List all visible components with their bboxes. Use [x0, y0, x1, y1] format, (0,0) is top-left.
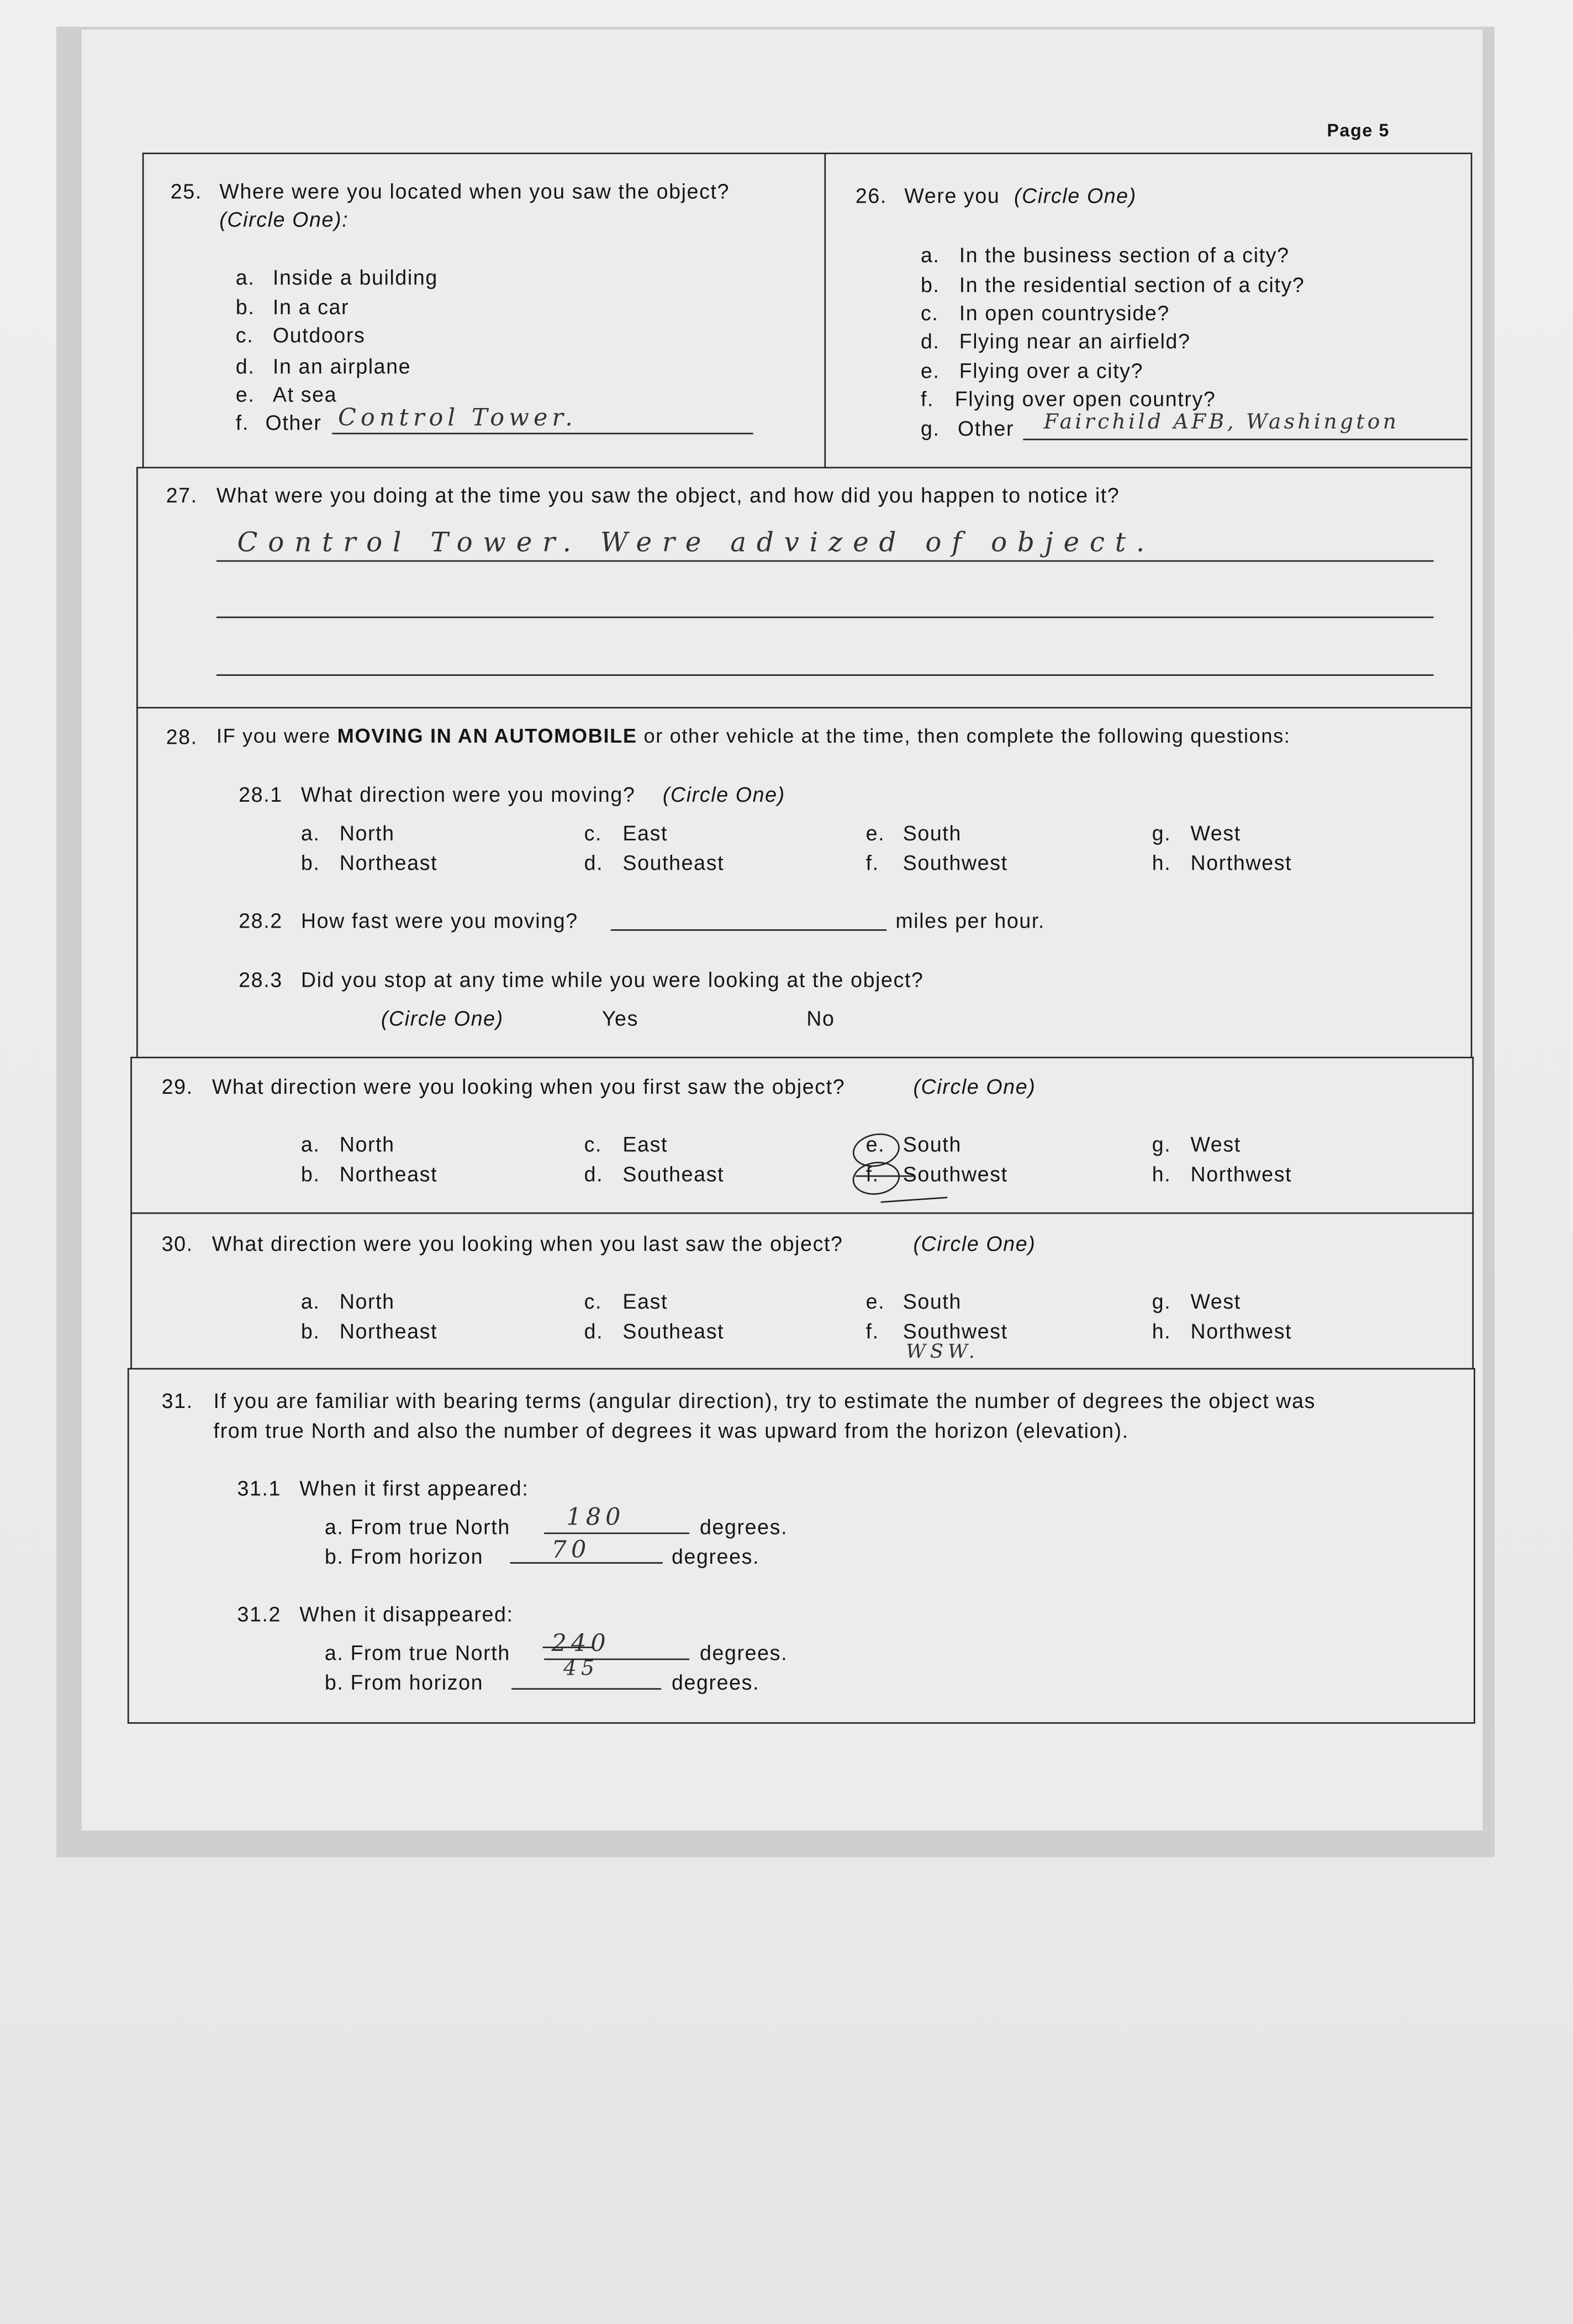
option-letter[interactable]: g. [920, 416, 940, 441]
q28-text-post: or other vehicle at the time, then complete the following questions: [643, 724, 1291, 747]
q28-text-pre: IF you were [216, 724, 331, 747]
divider [130, 1213, 1474, 1214]
q30-question: What direction were you looking when you last saw the object? [212, 1231, 843, 1256]
direction-option-northwest[interactable]: Northwest [1190, 850, 1292, 874]
q28-1-question: What direction were you moving? [300, 782, 636, 807]
option-letter[interactable]: e. [865, 1289, 885, 1314]
q26-other-answer[interactable]: Fairchild AFB, Washington [1043, 410, 1400, 435]
input-line [544, 1533, 689, 1534]
direction-option-east[interactable]: East [622, 1289, 668, 1314]
q29-question: What direction were you looking when you first saw the object? [212, 1074, 846, 1099]
direction-option-west[interactable]: West [1190, 821, 1241, 845]
option-label[interactable]: Flying over a city? [959, 358, 1144, 383]
q31-1a-answer[interactable]: 180 [566, 1502, 625, 1531]
direction-option-southeast[interactable]: Southeast [622, 1161, 725, 1185]
option-letter[interactable]: b. [300, 1318, 320, 1342]
q31-2-number: 31.2 [237, 1602, 282, 1626]
direction-option-northeast[interactable]: Northeast [339, 850, 438, 874]
answer-line [217, 674, 1434, 676]
q28-3-yes-option[interactable]: Yes [601, 1006, 638, 1030]
option-letter[interactable]: a. [300, 821, 320, 845]
divider [1474, 1368, 1475, 1723]
other-field-line [332, 433, 753, 435]
divider [824, 152, 826, 467]
option-letter[interactable]: g. [1152, 1132, 1171, 1156]
divider [136, 467, 1472, 469]
q31-1b-answer[interactable]: 70 [551, 1535, 591, 1564]
option-letter[interactable]: d. [235, 354, 255, 378]
option-label[interactable]: Flying over open country? [954, 387, 1216, 411]
unit-label: degrees. [699, 1515, 788, 1539]
option-letter[interactable]: f. [235, 410, 249, 435]
direction-option-north[interactable]: North [339, 821, 395, 845]
option-letter[interactable]: b. [920, 272, 940, 297]
option-label[interactable]: Other [265, 410, 322, 435]
direction-option-southwest[interactable]: Southwest [902, 1161, 1008, 1185]
divider [1471, 152, 1472, 467]
option-letter[interactable]: a. [920, 243, 940, 267]
q30-instruction: (Circle One) [913, 1231, 1036, 1256]
option-letter[interactable]: g. [1152, 821, 1171, 845]
direction-option-west[interactable]: West [1190, 1289, 1241, 1314]
option-letter[interactable]: h. [1152, 850, 1171, 874]
strikethrough-mark [542, 1647, 593, 1648]
page-number: Page 5 [1327, 120, 1390, 141]
q25-number: 25. [170, 179, 202, 203]
option-letter[interactable]: f. [865, 850, 879, 874]
direction-option-south[interactable]: South [902, 821, 962, 845]
q31-2b-answer[interactable]: 45 [563, 1657, 599, 1681]
q31-number: 31. [161, 1389, 193, 1413]
q28-text-bold: MOVING IN AN AUTOMOBILE [337, 724, 637, 747]
direction-option-northwest[interactable]: Northwest [1190, 1318, 1292, 1342]
q31-2a-answer[interactable]: 240 [551, 1629, 610, 1658]
option-letter[interactable]: f. [865, 1161, 879, 1185]
option-label[interactable]: At sea [272, 382, 337, 406]
q30-number: 30. [161, 1231, 193, 1256]
option-letter[interactable]: b. [235, 295, 255, 319]
input-line [511, 1688, 661, 1690]
option-letter[interactable]: h. [1152, 1318, 1171, 1342]
q28-2-number: 28.2 [239, 908, 283, 933]
q28-number: 28. [166, 724, 198, 749]
q28-3-question: Did you stop at any time while you were looking at the object? [300, 967, 924, 992]
option-label[interactable]: Flying near an airfield? [959, 329, 1191, 353]
option-letter[interactable]: e. [865, 821, 885, 845]
direction-option-north[interactable]: North [339, 1132, 395, 1156]
direction-option-southeast[interactable]: Southeast [622, 850, 725, 874]
option-letter[interactable]: a. [235, 265, 255, 289]
option-letter[interactable]: f. [920, 387, 935, 411]
unit-label: degrees. [671, 1670, 760, 1695]
option-letter[interactable]: e. [235, 382, 255, 406]
option-letter[interactable]: c. [235, 323, 254, 347]
q31-1-question: When it first appeared: [299, 1476, 529, 1500]
option-letter[interactable]: d. [584, 1318, 604, 1342]
option-letter[interactable]: h. [1152, 1161, 1171, 1185]
option-letter[interactable]: b. [300, 1161, 320, 1185]
option-label[interactable]: In the business section of a city? [959, 243, 1290, 267]
q28-1-number: 28.1 [239, 782, 283, 807]
answer-line [217, 560, 1434, 562]
option-letter[interactable]: c. [584, 821, 603, 845]
q27-answer[interactable]: Control Tower. Were advized of object. [237, 527, 1155, 559]
q28-2-question: How fast were you moving? [300, 908, 578, 933]
option-label[interactable]: In an airplane [272, 354, 411, 378]
other-field-line [1023, 439, 1468, 441]
option-letter[interactable]: e. [865, 1132, 885, 1156]
q27-number: 27. [166, 483, 198, 507]
q25-question: Where were you located when you saw the object? [219, 179, 730, 203]
direction-option-northwest[interactable]: Northwest [1190, 1161, 1292, 1185]
unit-label: degrees. [671, 1544, 760, 1568]
option-letter[interactable]: c. [584, 1132, 603, 1156]
option-letter[interactable]: c. [584, 1289, 603, 1314]
option-letter[interactable]: b. [300, 850, 320, 874]
answer-line [217, 617, 1434, 618]
divider [142, 152, 144, 467]
direction-option-west[interactable]: West [1190, 1132, 1241, 1156]
q28-3-number: 28.3 [239, 967, 283, 992]
q26-number: 26. [855, 183, 887, 208]
direction-option-southwest[interactable]: Southwest [902, 850, 1008, 874]
direction-option-north[interactable]: North [339, 1289, 395, 1314]
direction-option-northeast[interactable]: Northeast [339, 1161, 438, 1185]
q28-3-no-option[interactable]: No [806, 1006, 835, 1030]
q31-2-question: When it disappeared: [299, 1602, 514, 1626]
option-letter[interactable]: d. [584, 1161, 604, 1185]
direction-option-south[interactable]: South [902, 1289, 962, 1314]
q28-question [217, 725, 1291, 747]
q25-instruction: (Circle One): [219, 207, 349, 231]
q28-1-instruction: (Circle One) [662, 782, 785, 807]
direction-option-southwest[interactable]: Southwest [902, 1318, 1008, 1342]
option-letter[interactable]: g. [1152, 1289, 1171, 1314]
divider [136, 467, 138, 1057]
divider [128, 1368, 1475, 1370]
q31-question-line2: from true North and also the number of degrees it was upward from the horizon (elevation). [213, 1418, 1129, 1442]
option-label[interactable]: In open countryside? [959, 300, 1170, 325]
speed-input-line[interactable] [611, 929, 886, 931]
q31-question-line1: If you are familiar with bearing terms (angular direction), try to estimate the number of degrees the object was [213, 1389, 1316, 1413]
divider [142, 152, 1471, 154]
direction-option-south[interactable]: South [902, 1132, 962, 1156]
option-letter[interactable]: c. [920, 300, 939, 325]
q26-instruction: (Circle One) [1014, 183, 1137, 208]
option-letter[interactable]: d. [584, 850, 604, 874]
divider [136, 707, 1472, 708]
direction-option-northeast[interactable]: Northeast [339, 1318, 438, 1342]
divider [128, 1722, 1475, 1724]
divider [1471, 467, 1472, 1057]
q31-2a-label: a. From true North [324, 1640, 510, 1665]
option-label[interactable]: Other [958, 416, 1015, 441]
option-label[interactable]: In the residential section of a city? [959, 272, 1305, 297]
option-letter[interactable]: d. [920, 329, 940, 353]
q27-question: What were you doing at the time you saw the object, and how did you happen to notice it? [216, 483, 1120, 507]
strikethrough-mark [856, 1176, 915, 1177]
direction-option-east[interactable]: East [622, 1132, 668, 1156]
q25-other-answer[interactable]: Control Tower. [338, 403, 577, 432]
option-letter[interactable]: e. [920, 358, 940, 383]
direction-option-east[interactable]: East [622, 821, 668, 845]
unit-label: degrees. [699, 1640, 788, 1665]
q31-1b-label: b. From horizon [324, 1544, 484, 1568]
option-label[interactable]: Outdoors [272, 323, 366, 347]
direction-option-southeast[interactable]: Southeast [622, 1318, 725, 1342]
option-letter[interactable]: a. [300, 1132, 320, 1156]
q31-1a-label: a. From true North [324, 1515, 510, 1539]
q28-2-unit: miles per hour. [895, 908, 1045, 933]
q29-number: 29. [161, 1074, 193, 1099]
option-letter[interactable]: a. [300, 1289, 320, 1314]
q31-1-number: 31.1 [237, 1476, 282, 1500]
q29-instruction: (Circle One) [913, 1074, 1036, 1099]
option-label[interactable]: In a car [272, 295, 350, 319]
option-label[interactable]: Inside a building [272, 265, 438, 289]
option-letter[interactable]: f. [865, 1318, 879, 1342]
divider [128, 1368, 129, 1723]
divider [130, 1057, 1474, 1058]
q26-question: Were you [904, 183, 1000, 208]
q30-handwritten-note: WSW. [906, 1341, 979, 1364]
q31-2b-label: b. From horizon [324, 1670, 484, 1695]
q28-3-instruction: (Circle One) [381, 1006, 504, 1030]
